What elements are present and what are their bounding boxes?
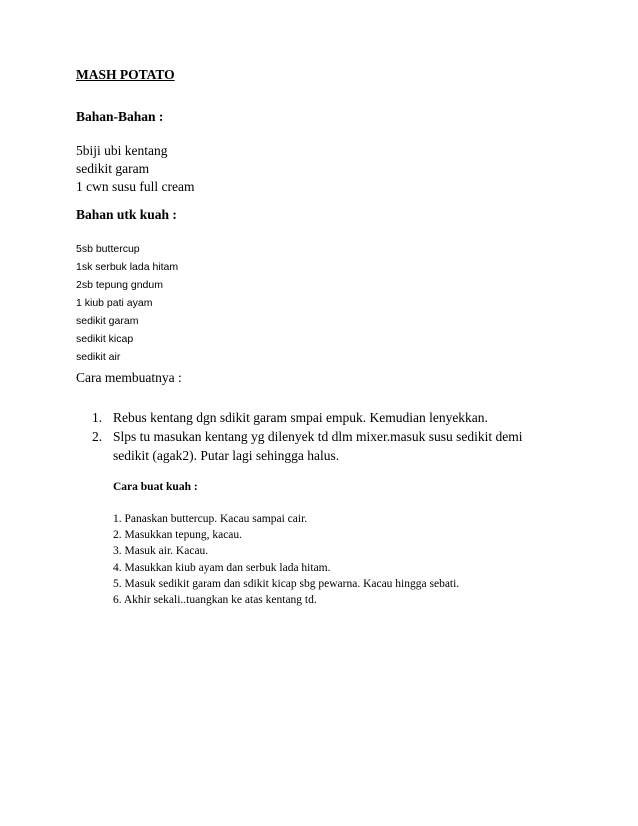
ingredients-list [76, 142, 194, 196]
sauce-ingredient-item: 2sb tepung gndum [76, 279, 163, 291]
gravy-steps [113, 511, 459, 608]
ingredient-item: sedikit garam [76, 161, 150, 176]
method-step [92, 408, 552, 427]
gravy-step: 3. Masuk air. Kacau. [113, 545, 209, 558]
ingredient-item: 1 cwn susu full cream [76, 179, 195, 194]
gravy-step: 6. Akhir sekali..tuangkan ke atas kentang td. [113, 594, 317, 607]
gravy-step: 1. Panaskan buttercup. Kacau sampai cair. [113, 513, 308, 525]
step-text: Slps tu masukan kentang yg dilenyek td dlm mixer.masuk susu sedikit demi sedikit (agak2). Putar lagi sehingga halus. [113, 429, 523, 463]
sauce-ingredient-item: sedikit kicap [76, 333, 134, 345]
gravy-step: 2. Masukkan tepung, kacau. [113, 529, 243, 542]
sauce-ingredient-item: sedikit air [76, 351, 121, 363]
step-number: 2. [92, 429, 103, 444]
ingredient-item: 5biji ubi kentang [76, 143, 168, 158]
sauce-ingredients-heading: Bahan utk kuah : [76, 207, 177, 222]
sauce-ingredients-list [76, 240, 178, 366]
sauce-ingredient-item: 1sk serbuk lada hitam [76, 261, 179, 273]
ingredients-heading: Bahan-Bahan : [76, 109, 164, 124]
sauce-ingredient-item: sedikit garam [76, 315, 139, 327]
recipe-title: MASH POTATO [76, 67, 175, 82]
method-step [92, 427, 552, 465]
sauce-ingredient-item: 1 kiub pati ayam [76, 297, 153, 309]
gravy-heading: Cara buat kuah : [113, 481, 198, 493]
step-number: 1. [92, 410, 103, 425]
gravy-step: 5. Masuk sedikit garam dan sdikit kicap sbg pewarna. Kacau hingga sebati. [113, 577, 460, 590]
sauce-ingredient-item: 5sb buttercup [76, 243, 140, 255]
step-text: Rebus kentang dgn sdikit garam smpai empuk. Kemudian lenyekkan. [113, 410, 488, 425]
method-steps [92, 408, 552, 465]
method-heading: Cara membuatnya : [76, 370, 182, 385]
gravy-step: 4. Masukkan kiub ayam dan serbuk lada hitam. [113, 561, 331, 574]
